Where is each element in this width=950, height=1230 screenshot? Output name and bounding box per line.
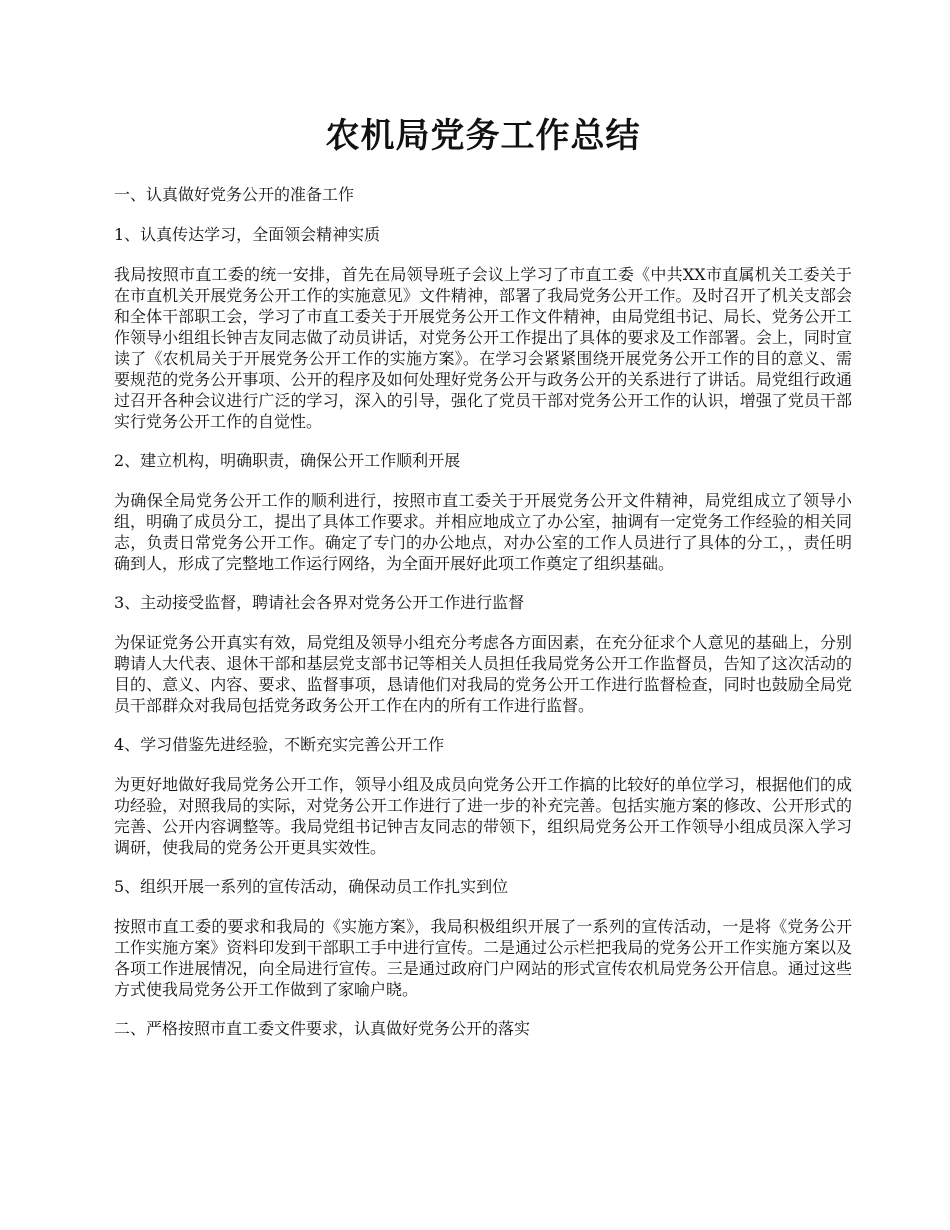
document-title: 农机局党务工作总结 xyxy=(325,116,641,156)
body-paragraph: 为保证党务公开真实有效，局党组及领导小组充分考虑各方面因素，在充分征求个人意见的基础上，分别聘请人大代表、退休干部和基层党支部书记等相关人员担任我局党务公开工作监督员，告知了这次活动的目的、意义、内容、要求、监督事项，恳请他们对我局的党务公开工作进行监督检查，同时也鼓励全局党员干部群众对我局包括党务政务公开工作在内的所有工作进行监督。 xyxy=(114,633,852,715)
subsection-heading: 3、主动接受监督，聘请社会各界对党务公开工作进行监督 xyxy=(114,593,525,612)
subsection-heading: 2、建立机构，明确职责，确保公开工作顺利开展 xyxy=(114,451,461,470)
subsection-heading: 1、认真传达学习，全面领会精神实质 xyxy=(114,225,381,244)
body-paragraph: 为确保全局党务公开工作的顺利进行，按照市直工委关于开展党务公开文件精神，局党组成立了领导小组，明确了成员分工，提出了具体工作要求。并相应地成立了办公室，抽调有一定党务工作经验的相关同志，负责日常党务公开工作。确定了专门的办公地点，对办公室的工作人员进行了具体的分工，，责任明确到人，形成了完整地工作运行网络，为全面开展好此项工作奠定了组织基础。 xyxy=(114,491,852,573)
body-paragraph: 为更好地做好我局党务公开工作，领导小组及成员向党务公开工作搞的比较好的单位学习，根据他们的成功经验，对照我局的实际，对党务公开工作进行了进一步的补充完善。包括实施方案的修改、公开形式的完善、公开内容调整等。我局党组书记钟吉友同志的带领下，组织局党务公开工作领导小组成员深入学习调研，使我局的党务公开更具实效性。 xyxy=(114,775,852,857)
body-paragraph: 我局按照市直工委的统一安排，首先在局领导班子会议上学习了市直工委《中共XX市直属机关工委关于在市直机关开展党务公开工作的实施意见》文件精神，部署了我局党务公开工作。及时召开了机关支部会和全体干部职工会，学习了市直工委关于开展党务公开工作文件精神，由局党组书记、局长、党务公开工作领导小组组长钟吉友同志做了动员讲话，对党务公开工作提出了具体的要求及工作部署。会上，同时宣读了《农机局关于开展党务公开工作的实施方案》。在学习会紧紧围绕开展党务公开工作的目的意义、需要规范的党务公开事项、公开的程序及如何处理好党务公开与政务公开的关系进行了讲话。局党组行政通过召开各种会议进行广泛的学习，深入的引导，强化了党员干部对党务公开工作的认识，增强了党员干部实行党务公开工作的自觉性。 xyxy=(114,265,852,431)
section-heading: 二、严格按照市直工委文件要求，认真做好党务公开的落实 xyxy=(114,1019,531,1038)
subsection-heading: 4、学习借鉴先进经验，不断充实完善公开工作 xyxy=(114,735,445,754)
document-page xyxy=(114,112,852,1058)
subsection-heading: 5、组织开展一系列的宣传活动，确保动员工作扎实到位 xyxy=(114,877,509,896)
body-paragraph: 按照市直工委的要求和我局的《实施方案》，我局积极组织开展了一系列的宣传活动，一是将《党务公开工作实施方案》资料印发到干部职工手中进行宣传。二是通过公示栏把我局的党务公开工作实施方案以及各项工作进展情况，向全局进行宣传。三是通过政府门户网站的形式宣传农机局党务公开信息。通过这些方式使我局党务公开工作做到了家喻户晓。 xyxy=(114,917,852,999)
section-heading: 一、认真做好党务公开的准备工作 xyxy=(114,185,355,204)
